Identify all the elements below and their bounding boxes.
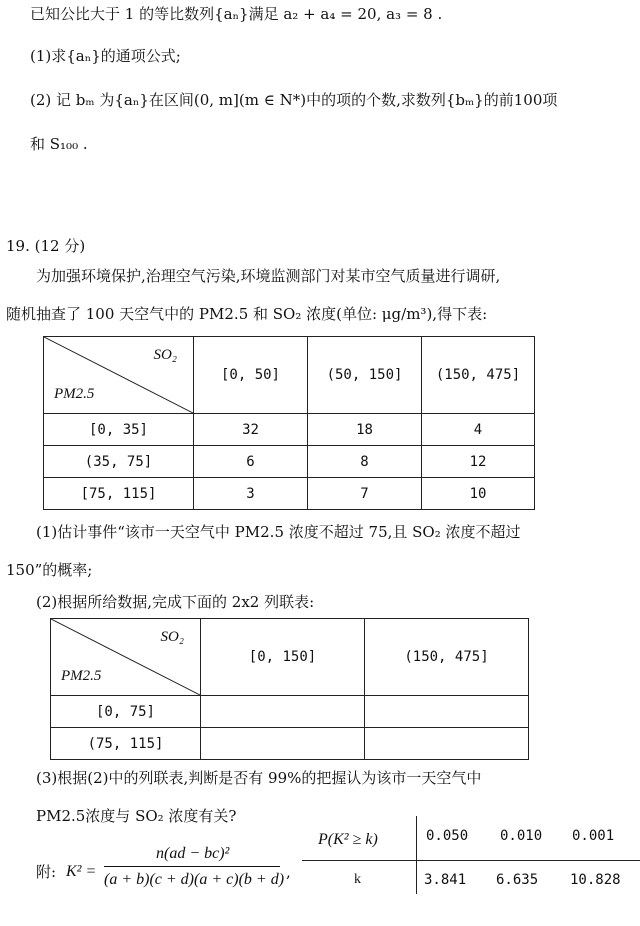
so2-label: SO₂ <box>153 347 177 363</box>
table1-row-header: [75, 115] <box>44 478 194 510</box>
ref-row1-label: P(K² ≥ k) <box>318 831 378 848</box>
table2-empty-cell <box>365 728 529 760</box>
q18-part-2: (2) 记 bₘ 为{aₙ}在区间(0, m](m ∈ N*)中的项的个数,求数列{bₘ}的前100项 <box>30 91 558 109</box>
so2-label: SO₂ <box>160 629 184 645</box>
ref-table-hline <box>302 860 640 861</box>
table1-row-header: (35, 75] <box>44 446 194 478</box>
k2-lhs: K² = <box>66 863 97 880</box>
ref-table-vline <box>416 816 417 894</box>
table2-empty-cell <box>365 696 529 728</box>
k2-numerator: n(ad − bc)² <box>156 845 230 862</box>
pm25-label: PM2.5 <box>54 386 95 402</box>
table1-cell: 8 <box>308 446 422 478</box>
appendix-label: 附: <box>36 863 57 881</box>
table1-cell: 7 <box>308 478 422 510</box>
q18-line-1: 已知公比大于 1 的等比数列{aₙ}满足 a₂ + a₄ = 20, a₃ = 8 . <box>30 5 443 23</box>
table1-col-header: (150, 475] <box>422 337 535 414</box>
table2-row-header: (75, 115] <box>51 728 201 760</box>
table2-col-header: (150, 475] <box>365 619 529 696</box>
ref-p-value: 0.001 <box>572 828 615 844</box>
table1-col-header: (50, 150] <box>308 337 422 414</box>
table2-corner <box>51 619 201 696</box>
ref-k-value: 6.635 <box>496 872 539 888</box>
table1-cell: 4 <box>422 414 535 446</box>
q19-part-1: (1)估计事件“该市一天空气中 PM2.5 浓度不超过 75,且 SO₂ 浓度不超过 <box>36 523 521 541</box>
pm25-label: PM2.5 <box>61 668 102 684</box>
table1-corner <box>44 337 194 414</box>
q18-part-2-cont: 和 S₁₀₀ . <box>30 135 88 153</box>
table1-row-header: [0, 35] <box>44 414 194 446</box>
ref-k-value: 3.841 <box>424 872 467 888</box>
table1-cell: 3 <box>194 478 308 510</box>
table1-cell: 6 <box>194 446 308 478</box>
ref-p-value: 0.050 <box>426 828 469 844</box>
ref-p-value: 0.010 <box>500 828 543 844</box>
pm25-so2-table <box>43 336 535 510</box>
table2-empty-cell <box>201 696 365 728</box>
q19-part-3-cont: PM2.5浓度与 SO₂ 浓度有关? <box>36 807 237 825</box>
table1-cell: 18 <box>308 414 422 446</box>
q19-part-1-cont: 150”的概率; <box>6 561 93 579</box>
table2-empty-cell <box>201 728 365 760</box>
ref-k-value: 10.828 <box>570 872 621 888</box>
table1-col-header: [0, 50] <box>194 337 308 414</box>
contingency-table <box>50 618 529 760</box>
k2-denominator: (a + b)(c + d)(a + c)(b + d) <box>104 871 285 888</box>
table1-cell: 12 <box>422 446 535 478</box>
table2-col-header: [0, 150] <box>201 619 365 696</box>
q19-heading: 19. (12 分) <box>6 237 86 255</box>
q19-part-3: (3)根据(2)中的列联表,判断是否有 99%的把握认为该市一天空气中 <box>36 769 482 787</box>
table2-row-header: [0, 75] <box>51 696 201 728</box>
q19-intro-1: 为加强环境保护,治理空气污染,环境监测部门对某市空气质量进行调研, <box>36 267 501 285</box>
q19-part-2: (2)根据所给数据,完成下面的 2x2 列联表: <box>36 593 315 611</box>
table1-cell: 32 <box>194 414 308 446</box>
q19-intro-2: 随机抽查了 100 天空气中的 PM2.5 和 SO₂ 浓度(单位: μg/m³),得下表: <box>6 305 488 323</box>
ref-row2-label: k <box>354 872 361 887</box>
formula-comma: , <box>286 863 291 881</box>
fraction-bar <box>104 866 280 867</box>
q18-part-1: (1)求{aₙ}的通项公式; <box>30 47 181 65</box>
table1-cell: 10 <box>422 478 535 510</box>
